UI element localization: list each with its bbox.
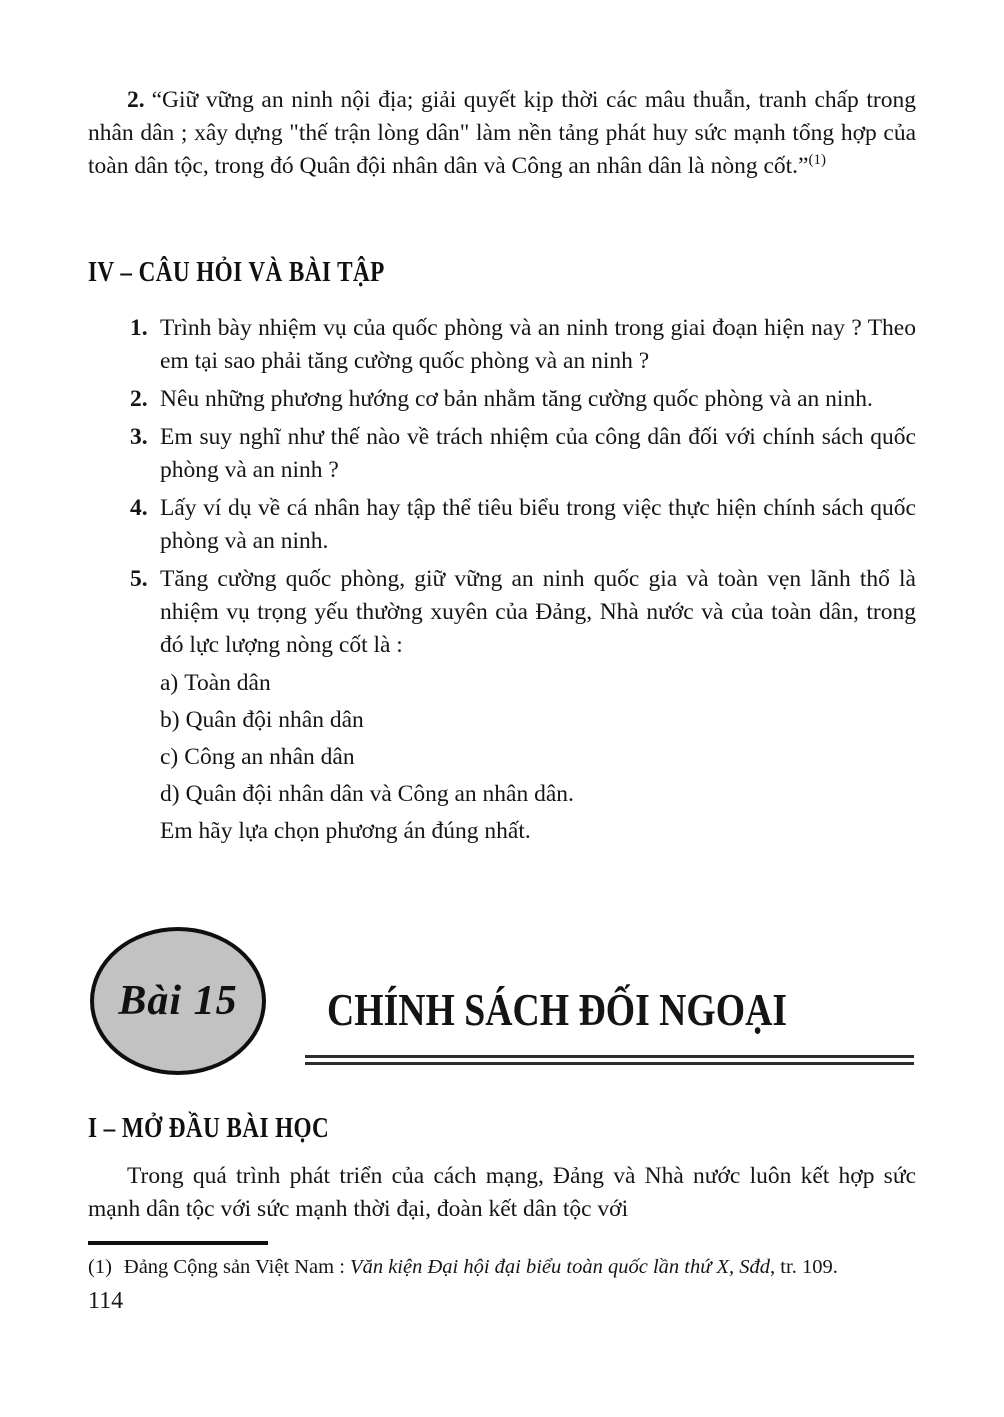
question-text: Em suy nghĩ như thế nào về trách nhiệm của công dân đối với chính sách quốc phòng và an ninh ? xyxy=(160,424,916,483)
question-number: 5. xyxy=(130,566,148,592)
answer-option-d xyxy=(88,778,916,811)
footnote-reference-mark: (1) xyxy=(808,152,826,169)
footnote-source: Đảng Cộng sản Việt Nam : xyxy=(123,1256,351,1278)
option-text: Công an nhân dân xyxy=(184,744,355,770)
footnote-page-ref: tr. 109. xyxy=(775,1256,838,1278)
question-list xyxy=(88,312,916,848)
footnote xyxy=(88,1252,928,1282)
question-text: Trình bày nhiệm vụ của quốc phòng và an ninh trong giai đoạn hiện nay ? Theo em tại sao phải tăng cường quốc phòng và an ninh ? xyxy=(160,315,916,374)
option-letter: b) xyxy=(160,707,180,733)
lesson-badge-label: Bài 15 xyxy=(118,978,238,1024)
option-letter: a) xyxy=(160,670,179,696)
lesson-title: CHÍNH SÁCH ĐỐI NGOẠI xyxy=(327,984,788,1035)
answer-option-b xyxy=(88,704,916,737)
quote-number: 2. xyxy=(127,87,145,113)
answer-option-c xyxy=(88,741,916,774)
question-number: 4. xyxy=(130,495,148,521)
quote-paragraph xyxy=(88,84,916,183)
quote-text: “Giữ vững an ninh nội địa; giải quyết kịp thời các mâu thuẫn, tranh chấp trong nhân dân ; xây dựng "thế trận lòng dân" làm nền tảng phát huy sức mạnh tổng hợp của toàn dân tộc, trong đó Quân đội nhân dân và Công an nhân dân là nòng cốt.” xyxy=(88,87,916,179)
question-text: Nêu những phương hướng cơ bản nhằm tăng cường quốc phòng và an ninh. xyxy=(160,386,873,412)
footnote-work-title: Văn kiện Đại hội đại biểu toàn quốc lần thứ X, Sđd, xyxy=(350,1256,776,1278)
question-item-4 xyxy=(88,492,916,558)
footnote-separator-rule xyxy=(88,1241,268,1245)
question-item-1 xyxy=(88,312,916,378)
question-number: 1. xyxy=(130,315,148,341)
question-number: 2. xyxy=(130,386,148,412)
footnote-marker: (1) xyxy=(88,1256,112,1278)
question-item-5 xyxy=(88,563,916,662)
option-text: Quân đội nhân dân và Công an nhân dân. xyxy=(185,781,574,807)
question-item-3 xyxy=(88,421,916,487)
option-letter: d) xyxy=(160,781,180,807)
section-i-heading: I – MỞ ĐẦU BÀI HỌC xyxy=(88,1112,330,1144)
question-number: 3. xyxy=(130,424,148,450)
question-item-2 xyxy=(88,383,916,416)
question-text: Lấy ví dụ về cá nhân hay tập thể tiêu biểu trong việc thực hiện chính sách quốc phòng và an ninh. xyxy=(160,495,916,554)
section-iv-heading: IV – CÂU HỎI VÀ BÀI TẬP xyxy=(88,256,385,288)
lesson-badge xyxy=(90,927,266,1075)
page-number: 114 xyxy=(88,1288,124,1314)
option-text: Toàn dân xyxy=(184,670,271,696)
choose-answer-instruction: Em hãy lựa chọn phương án đúng nhất. xyxy=(160,818,531,844)
intro-paragraph: Trong quá trình phát triển của cách mạng, Đảng và Nhà nước luôn kết hợp sức mạnh dân tộc với sức mạnh thời đại, đoàn kết dân tộc với xyxy=(88,1163,916,1222)
title-underline-rule xyxy=(305,1055,914,1065)
option-text: Quân đội nhân dân xyxy=(185,707,364,733)
option-letter: c) xyxy=(160,744,179,770)
answer-option-a xyxy=(88,667,916,700)
question-text: Tăng cường quốc phòng, giữ vững an ninh quốc gia và toàn vẹn lãnh thổ là nhiệm vụ trọng yếu thường xuyên của Đảng, Nhà nước và của toàn dân, trong đó lực lượng nòng cốt là : xyxy=(160,566,916,658)
